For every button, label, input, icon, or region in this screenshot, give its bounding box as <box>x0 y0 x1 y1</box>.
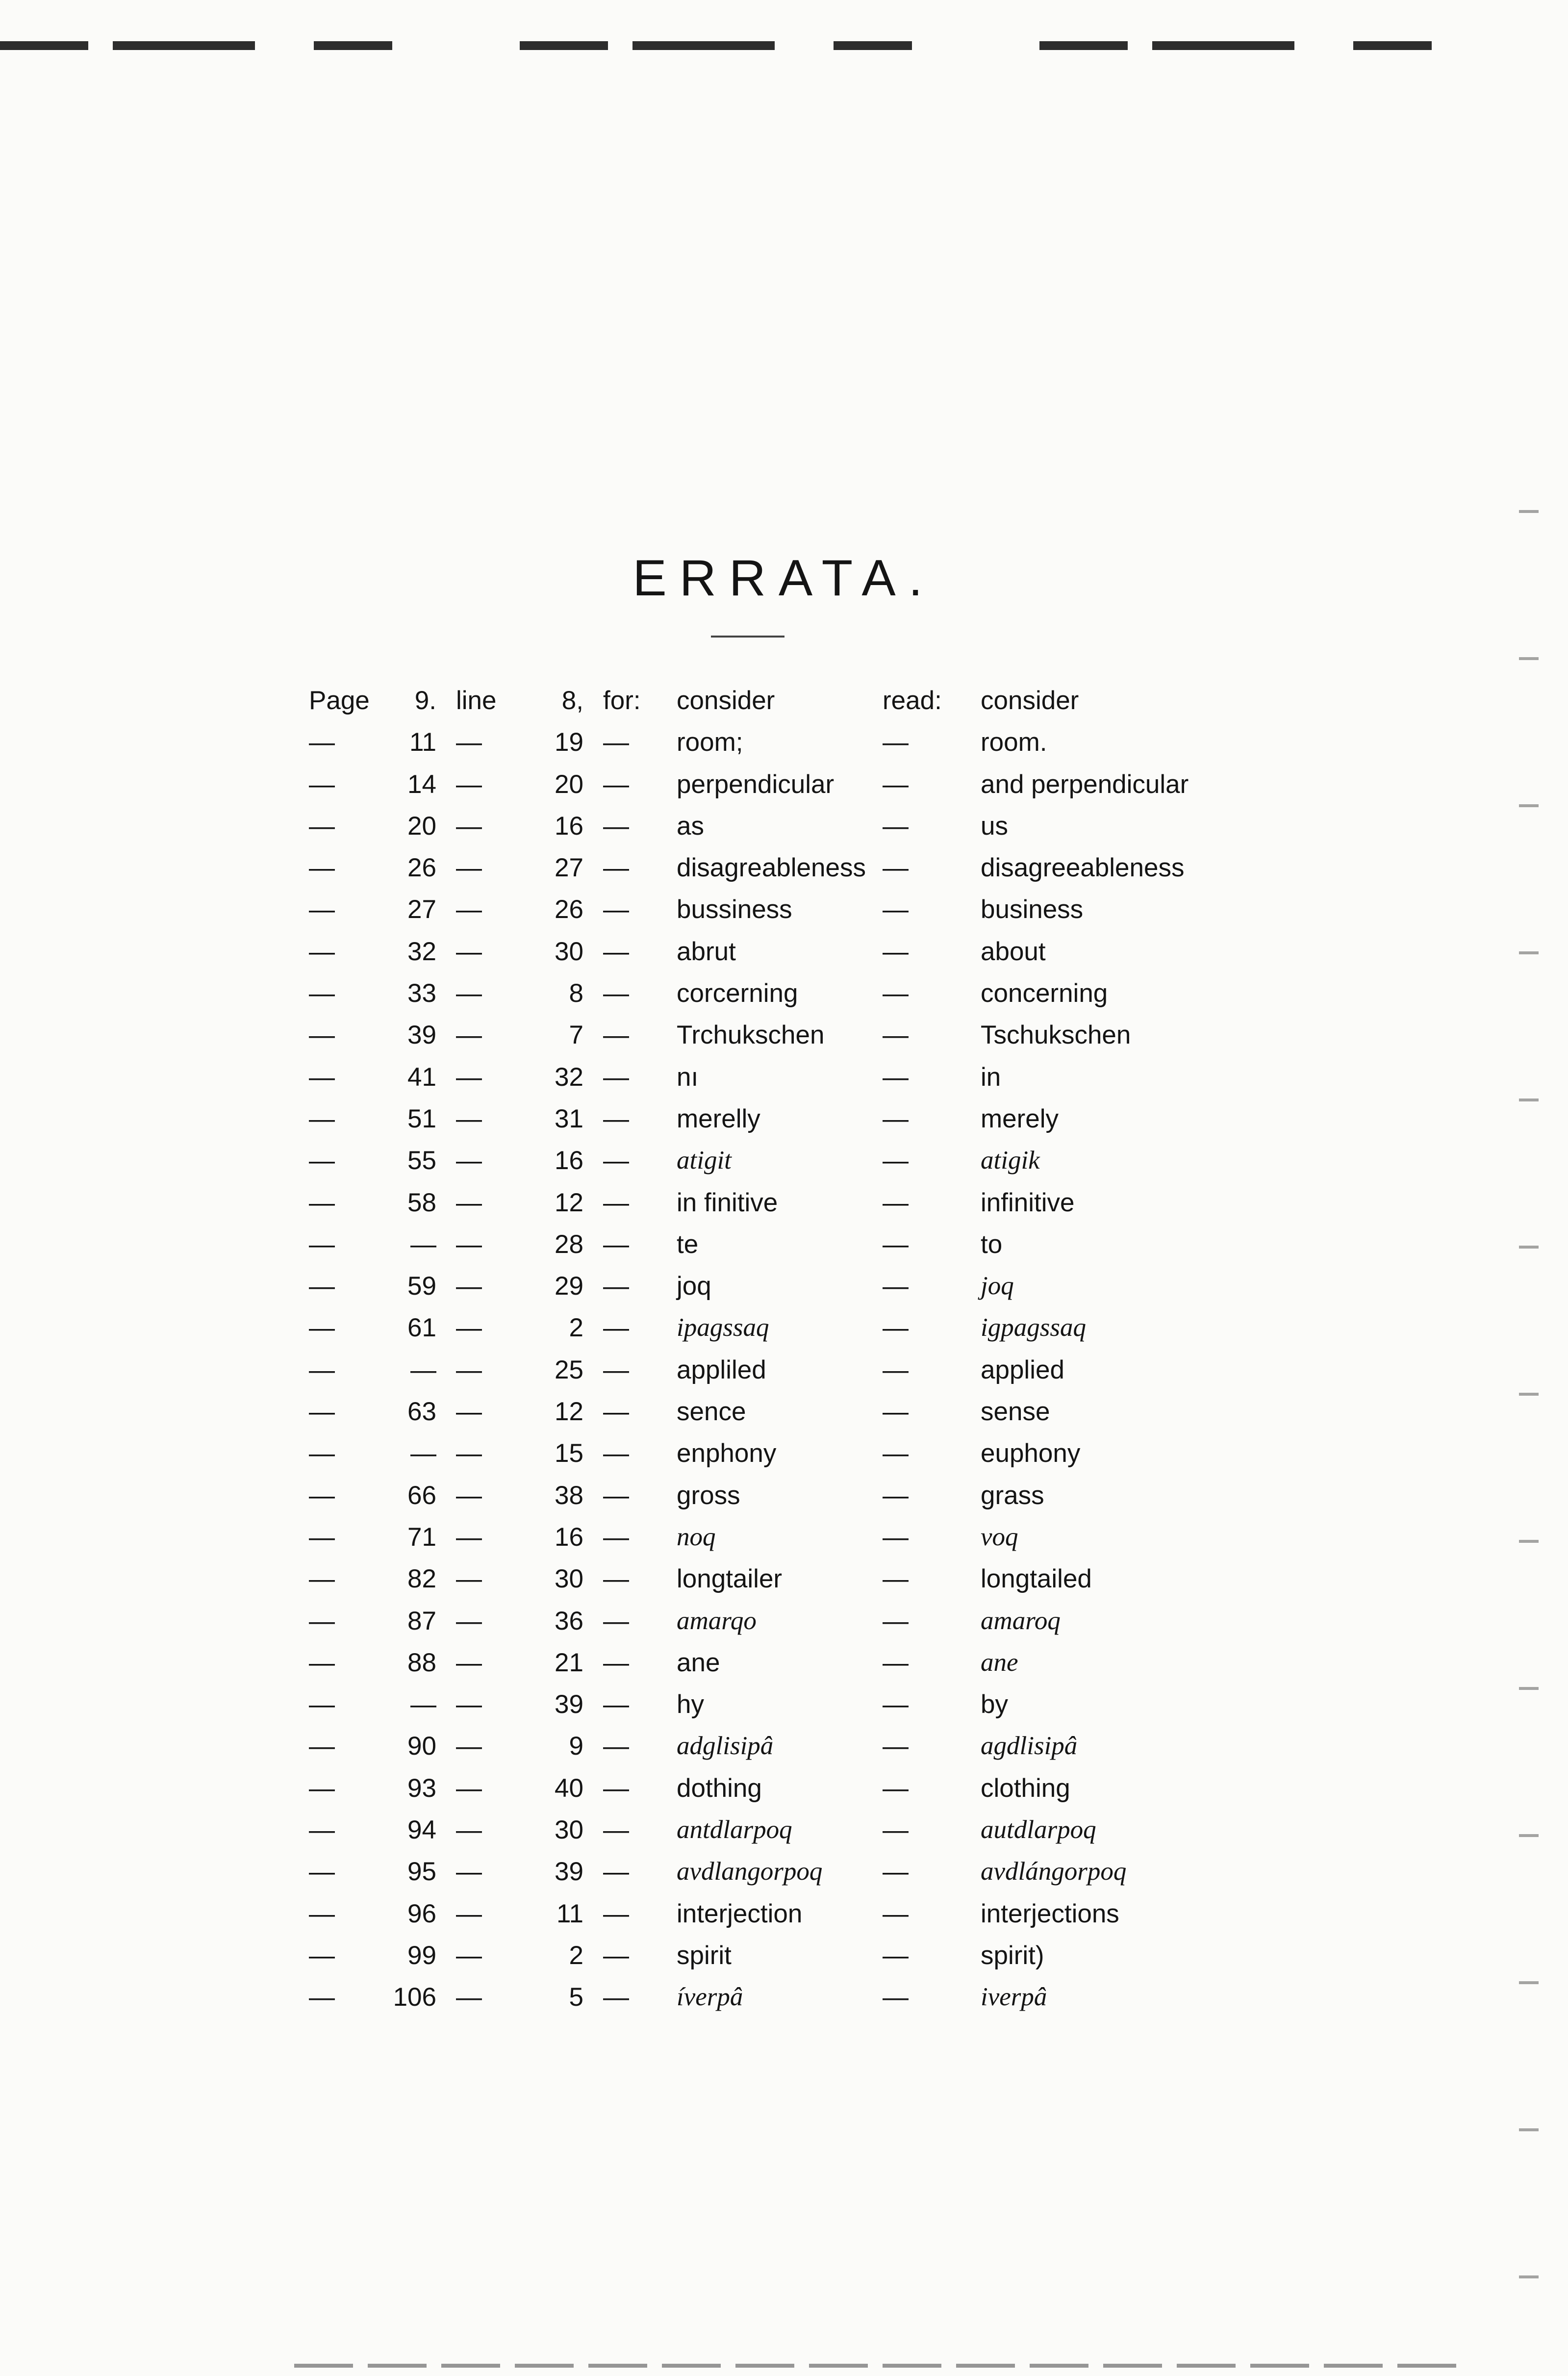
line-number: 39 <box>555 1690 583 1719</box>
correct-text: about <box>981 937 1046 966</box>
line-number: 36 <box>555 1606 583 1635</box>
correct-text: concerning <box>981 979 1108 1008</box>
dash-separator: — <box>603 1146 629 1175</box>
dash-separator: — <box>309 1021 335 1050</box>
correct-text: interjections <box>981 1899 1119 1928</box>
dash-separator: — <box>603 1899 629 1928</box>
dash-separator: — <box>883 1899 909 1928</box>
correct-text: longtailed <box>981 1564 1092 1594</box>
dash-separator: — <box>309 811 335 841</box>
errata-row <box>309 1481 1290 1522</box>
line-number: 11 <box>556 1899 583 1928</box>
line-number: 26 <box>555 895 583 924</box>
correct-text: euphony <box>981 1439 1081 1468</box>
dash-separator: — <box>603 1355 629 1384</box>
dash-separator: — <box>883 1481 909 1510</box>
dash-separator: — <box>883 937 909 966</box>
dash-separator: — <box>883 1313 909 1343</box>
dash-separator: — <box>603 1815 629 1845</box>
dash-separator: — <box>456 1188 482 1217</box>
line-number: 29 <box>555 1272 583 1301</box>
line-number: 32 <box>555 1062 583 1092</box>
dash-separator: — <box>456 1062 482 1092</box>
bottom-scan-border <box>294 2364 1471 2368</box>
errata-row <box>309 1104 1290 1146</box>
errata-row <box>309 1815 1290 1857</box>
dash-separator: — <box>603 1188 629 1217</box>
line-number: 27 <box>555 853 583 883</box>
page-number: 58 <box>407 1188 436 1217</box>
title-rule <box>711 636 784 638</box>
dash-separator: — <box>456 1229 482 1259</box>
line-number: 20 <box>555 769 583 799</box>
first-page-number: 9. <box>414 686 436 715</box>
errata-row <box>309 1397 1290 1438</box>
correct-text: business <box>981 895 1084 924</box>
correct-text: iverpâ <box>981 1983 1047 2012</box>
errata-header-row <box>309 686 1290 727</box>
line-number: 8 <box>569 979 583 1008</box>
errata-row <box>309 1146 1290 1187</box>
errata-row <box>309 1188 1290 1229</box>
dash-separator: — <box>309 1815 335 1845</box>
first-correct-text: consider <box>981 686 1079 715</box>
correct-text: spirit) <box>981 1941 1044 1970</box>
dash-separator: — <box>883 769 909 799</box>
dash-separator: — <box>883 1021 909 1050</box>
correct-text: clothing <box>981 1773 1070 1803</box>
page-number: 59 <box>407 1272 436 1301</box>
page-number: 90 <box>407 1732 436 1761</box>
scan-speckles <box>1519 441 1539 2305</box>
dash-separator: — <box>603 937 629 966</box>
page-number: 96 <box>407 1899 436 1928</box>
dash-separator: — <box>309 1439 335 1468</box>
line-number: 21 <box>555 1648 583 1677</box>
errata-row <box>309 1355 1290 1397</box>
dash-separator: — <box>456 1272 482 1301</box>
errata-row <box>309 937 1290 978</box>
dash-separator: — <box>456 1648 482 1677</box>
wrong-text: abrut <box>677 937 736 966</box>
wrong-text: perpendicular <box>677 769 835 799</box>
page-number: 11 <box>409 728 436 757</box>
dash-separator: — <box>309 1648 335 1677</box>
dash-separator: — <box>456 1439 482 1468</box>
page-number: 66 <box>407 1481 436 1510</box>
dash-separator: — <box>883 1564 909 1594</box>
first-wrong-text: consider <box>677 686 775 715</box>
page-number: 20 <box>407 811 436 841</box>
dash-separator: — <box>456 853 482 883</box>
dash-separator: — <box>883 1355 909 1384</box>
page-number: 88 <box>407 1648 436 1677</box>
page-number: 94 <box>407 1815 436 1845</box>
dash-separator: — <box>309 1188 335 1217</box>
dash-separator: — <box>603 769 629 799</box>
page-number: 26 <box>407 853 436 883</box>
dash-separator: — <box>309 1983 335 2012</box>
wrong-text: dothing <box>677 1773 762 1803</box>
dash-separator: — <box>883 1272 909 1301</box>
dash-separator: — <box>456 1146 482 1175</box>
correct-text: avdlángorpoq <box>981 1857 1127 1886</box>
wrong-text: joq <box>677 1272 711 1301</box>
dash-separator: — <box>456 1899 482 1928</box>
dash-separator: — <box>456 1104 482 1133</box>
dash-separator: — <box>309 1104 335 1133</box>
correct-text: grass <box>981 1481 1044 1510</box>
page-number: 71 <box>407 1522 436 1552</box>
dash-separator: — <box>603 1313 629 1343</box>
dash-separator: — <box>883 1606 909 1635</box>
page-number: 33 <box>407 979 436 1008</box>
line-number: 7 <box>569 1021 583 1050</box>
dash-separator: — <box>603 728 629 757</box>
page-number: 55 <box>407 1146 436 1175</box>
read-label: read: <box>883 686 942 715</box>
dash-separator: — <box>883 979 909 1008</box>
dash-separator: — <box>603 1857 629 1887</box>
first-line-number: 8, <box>561 686 583 715</box>
correct-text: amaroq <box>981 1606 1061 1635</box>
dash-separator: — <box>603 1062 629 1092</box>
wrong-text: antdlarpoq <box>677 1815 792 1844</box>
page-number: 99 <box>407 1941 436 1970</box>
wrong-text: as <box>677 811 704 841</box>
wrong-text: nı <box>677 1062 699 1092</box>
correct-text: by <box>981 1690 1008 1719</box>
errata-row <box>309 978 1290 1020</box>
dash-separator: — <box>883 853 909 883</box>
correct-text: in <box>981 1062 1001 1092</box>
wrong-text: íverpâ <box>677 1983 743 2012</box>
dash-separator: — <box>603 1104 629 1133</box>
wrong-text: atigit <box>677 1146 732 1175</box>
line-number: 16 <box>555 1522 583 1552</box>
dash-separator: — <box>309 1062 335 1092</box>
wrong-text: appliled <box>677 1355 766 1384</box>
dash-separator: — <box>603 1690 629 1719</box>
errata-row <box>309 1313 1290 1354</box>
line-number: 12 <box>555 1397 583 1427</box>
errata-row <box>309 1941 1290 1982</box>
dash-separator: — <box>309 1690 335 1719</box>
dash-separator: — <box>456 1815 482 1845</box>
line-number: 16 <box>555 811 583 841</box>
page-number: 14 <box>407 769 436 799</box>
dash-separator: — <box>456 1857 482 1887</box>
correct-text: disagreeableness <box>981 853 1185 883</box>
line-number: 9 <box>569 1732 583 1761</box>
dash-separator: — <box>883 1857 909 1887</box>
dash-separator: — <box>603 1229 629 1259</box>
dash-separator: — <box>603 1732 629 1761</box>
errata-row <box>309 894 1290 936</box>
wrong-text: merelly <box>677 1104 760 1133</box>
dash-separator: — <box>883 1146 909 1175</box>
dash-separator: — <box>309 1857 335 1887</box>
dash-separator: — <box>603 979 629 1008</box>
wrong-text: interjection <box>677 1899 803 1928</box>
dash-separator: — <box>309 1732 335 1761</box>
correct-text: joq <box>981 1272 1014 1301</box>
page-number: — <box>410 1439 436 1468</box>
dash-separator: — <box>309 1397 335 1427</box>
dash-separator: — <box>603 1941 629 1970</box>
wrong-text: hy <box>677 1690 704 1719</box>
dash-separator: — <box>883 811 909 841</box>
line-label: line <box>456 686 497 715</box>
dash-separator: — <box>456 895 482 924</box>
wrong-text: Trchukschen <box>677 1021 825 1050</box>
line-number: 25 <box>555 1355 583 1384</box>
dash-separator: — <box>603 1983 629 2012</box>
page-number: 63 <box>407 1397 436 1427</box>
wrong-text: ipagssaq <box>677 1313 769 1342</box>
errata-row <box>309 727 1290 769</box>
dash-separator: — <box>309 1773 335 1803</box>
line-number: 30 <box>555 1564 583 1594</box>
wrong-text: adglisipâ <box>677 1732 774 1761</box>
line-number: 2 <box>569 1313 583 1343</box>
dash-separator: — <box>883 1773 909 1803</box>
dash-separator: — <box>883 1648 909 1677</box>
line-number: 16 <box>555 1146 583 1175</box>
dash-separator: — <box>883 728 909 757</box>
dash-separator: — <box>309 1355 335 1384</box>
line-number: 28 <box>555 1229 583 1259</box>
errata-row <box>309 1689 1290 1731</box>
dash-separator: — <box>309 1272 335 1301</box>
errata-row <box>309 1857 1290 1898</box>
dash-separator: — <box>456 728 482 757</box>
dash-separator: — <box>309 979 335 1008</box>
correct-text: Tschukschen <box>981 1021 1131 1050</box>
errata-row <box>309 1522 1290 1564</box>
errata-row <box>309 1899 1290 1941</box>
dash-separator: — <box>883 1815 909 1845</box>
dash-separator: — <box>883 1522 909 1552</box>
dash-separator: — <box>603 1481 629 1510</box>
dash-separator: — <box>603 1522 629 1552</box>
errata-row <box>309 1271 1290 1313</box>
errata-row <box>309 1229 1290 1271</box>
dash-separator: — <box>456 1355 482 1384</box>
dash-separator: — <box>883 895 909 924</box>
wrong-text: spirit <box>677 1941 732 1970</box>
dash-separator: — <box>456 1732 482 1761</box>
dash-separator: — <box>456 1397 482 1427</box>
correct-text: autdlarpoq <box>981 1815 1096 1844</box>
correct-text: agdlisipâ <box>981 1732 1078 1761</box>
wrong-text: room; <box>677 728 743 757</box>
dash-separator: — <box>309 769 335 799</box>
dash-separator: — <box>456 811 482 841</box>
dash-separator: — <box>603 1439 629 1468</box>
dash-separator: — <box>456 1606 482 1635</box>
errata-row <box>309 1020 1290 1062</box>
page-label: Page <box>309 686 370 715</box>
errata-row <box>309 1773 1290 1815</box>
errata-row <box>309 1982 1290 2024</box>
dash-separator: — <box>883 1062 909 1092</box>
dash-separator: — <box>603 811 629 841</box>
page-number: 39 <box>407 1021 436 1050</box>
wrong-text: bussiness <box>677 895 792 924</box>
line-number: 30 <box>555 937 583 966</box>
line-number: 15 <box>555 1439 583 1468</box>
dash-separator: — <box>309 1899 335 1928</box>
dash-separator: — <box>883 1983 909 2012</box>
dash-separator: — <box>883 1439 909 1468</box>
dash-separator: — <box>456 1021 482 1050</box>
dash-separator: — <box>456 1983 482 2012</box>
wrong-text: longtailer <box>677 1564 783 1594</box>
errata-row <box>309 1648 1290 1689</box>
page-number: — <box>410 1355 436 1384</box>
page-number: 27 <box>407 895 436 924</box>
line-number: 31 <box>555 1104 583 1133</box>
dash-separator: — <box>309 1313 335 1343</box>
dash-separator: — <box>456 1773 482 1803</box>
dash-separator: — <box>456 937 482 966</box>
errata-row <box>309 1438 1290 1480</box>
dash-separator: — <box>309 1146 335 1175</box>
dash-separator: — <box>456 1313 482 1343</box>
line-number: 19 <box>555 728 583 757</box>
correct-text: us <box>981 811 1008 841</box>
correct-text: infinitive <box>981 1188 1075 1217</box>
dash-separator: — <box>309 728 335 757</box>
dash-separator: — <box>309 895 335 924</box>
wrong-text: ane <box>677 1648 720 1677</box>
page-number: — <box>410 1690 436 1719</box>
dash-separator: — <box>603 1564 629 1594</box>
wrong-text: corcerning <box>677 979 798 1008</box>
dash-separator: — <box>883 1732 909 1761</box>
dash-separator: — <box>603 1648 629 1677</box>
wrong-text: disagreableness <box>677 853 866 883</box>
page-number: 87 <box>407 1606 436 1635</box>
errata-row <box>309 769 1290 811</box>
top-scan-border <box>0 41 1432 50</box>
dash-separator: — <box>456 1564 482 1594</box>
page-number: 95 <box>407 1857 436 1887</box>
dash-separator: — <box>456 1941 482 1970</box>
page-number: 61 <box>407 1313 436 1343</box>
dash-separator: — <box>883 1941 909 1970</box>
correct-text: and perpendicular <box>981 769 1189 799</box>
wrong-text: noq <box>677 1522 716 1551</box>
wrong-text: amarqo <box>677 1606 757 1635</box>
dash-separator: — <box>309 1522 335 1552</box>
dash-separator: — <box>883 1188 909 1217</box>
dash-separator: — <box>309 1481 335 1510</box>
correct-text: to <box>981 1229 1003 1259</box>
dash-separator: — <box>603 1021 629 1050</box>
page-title: ERRATA. <box>632 550 936 607</box>
dash-separator: — <box>883 1397 909 1427</box>
dash-separator: — <box>603 1272 629 1301</box>
dash-separator: — <box>456 769 482 799</box>
page-number: 82 <box>407 1564 436 1594</box>
page-number: 93 <box>407 1773 436 1803</box>
line-number: 2 <box>569 1941 583 1970</box>
dash-separator: — <box>456 979 482 1008</box>
errata-row <box>309 1564 1290 1606</box>
dash-separator: — <box>456 1481 482 1510</box>
wrong-text: gross <box>677 1481 740 1510</box>
page-number: — <box>410 1229 436 1259</box>
page-number: 32 <box>407 937 436 966</box>
errata-row <box>309 1062 1290 1104</box>
wrong-text: in finitive <box>677 1188 778 1217</box>
page-number: 51 <box>407 1104 436 1133</box>
for-label: for: <box>603 686 641 715</box>
errata-table <box>309 686 1290 2024</box>
dash-separator: — <box>603 895 629 924</box>
dash-separator: — <box>603 1773 629 1803</box>
correct-text: merely <box>981 1104 1059 1133</box>
dash-separator: — <box>883 1104 909 1133</box>
dash-separator: — <box>309 1564 335 1594</box>
line-number: 30 <box>555 1815 583 1845</box>
errata-row <box>309 1731 1290 1773</box>
dash-separator: — <box>309 1229 335 1259</box>
wrong-text: enphony <box>677 1439 777 1468</box>
correct-text: igpagssaq <box>981 1313 1086 1342</box>
dash-separator: — <box>456 1690 482 1719</box>
errata-row <box>309 1606 1290 1648</box>
dash-separator: — <box>603 853 629 883</box>
correct-text: room. <box>981 728 1047 757</box>
dash-separator: — <box>603 1397 629 1427</box>
dash-separator: — <box>883 1229 909 1259</box>
dash-separator: — <box>309 853 335 883</box>
line-number: 39 <box>555 1857 583 1887</box>
correct-text: sense <box>981 1397 1050 1427</box>
page-number: 41 <box>407 1062 436 1092</box>
dash-separator: — <box>883 1690 909 1719</box>
line-number: 12 <box>555 1188 583 1217</box>
wrong-text: sence <box>677 1397 746 1427</box>
errata-row <box>309 853 1290 894</box>
correct-text: ane <box>981 1648 1018 1677</box>
correct-text: applied <box>981 1355 1064 1384</box>
wrong-text: avdlangorpoq <box>677 1857 823 1886</box>
page-number: 106 <box>393 1983 436 2012</box>
line-number: 5 <box>569 1983 583 2012</box>
dash-separator: — <box>456 1522 482 1552</box>
line-number: 40 <box>555 1773 583 1803</box>
correct-text: voq <box>981 1522 1018 1551</box>
dash-separator: — <box>603 1606 629 1635</box>
wrong-text: te <box>677 1229 699 1259</box>
correct-text: atigik <box>981 1146 1040 1175</box>
dash-separator: — <box>309 1941 335 1970</box>
line-number: 38 <box>555 1481 583 1510</box>
dash-separator: — <box>309 1606 335 1635</box>
errata-row <box>309 811 1290 853</box>
dash-separator: — <box>309 937 335 966</box>
